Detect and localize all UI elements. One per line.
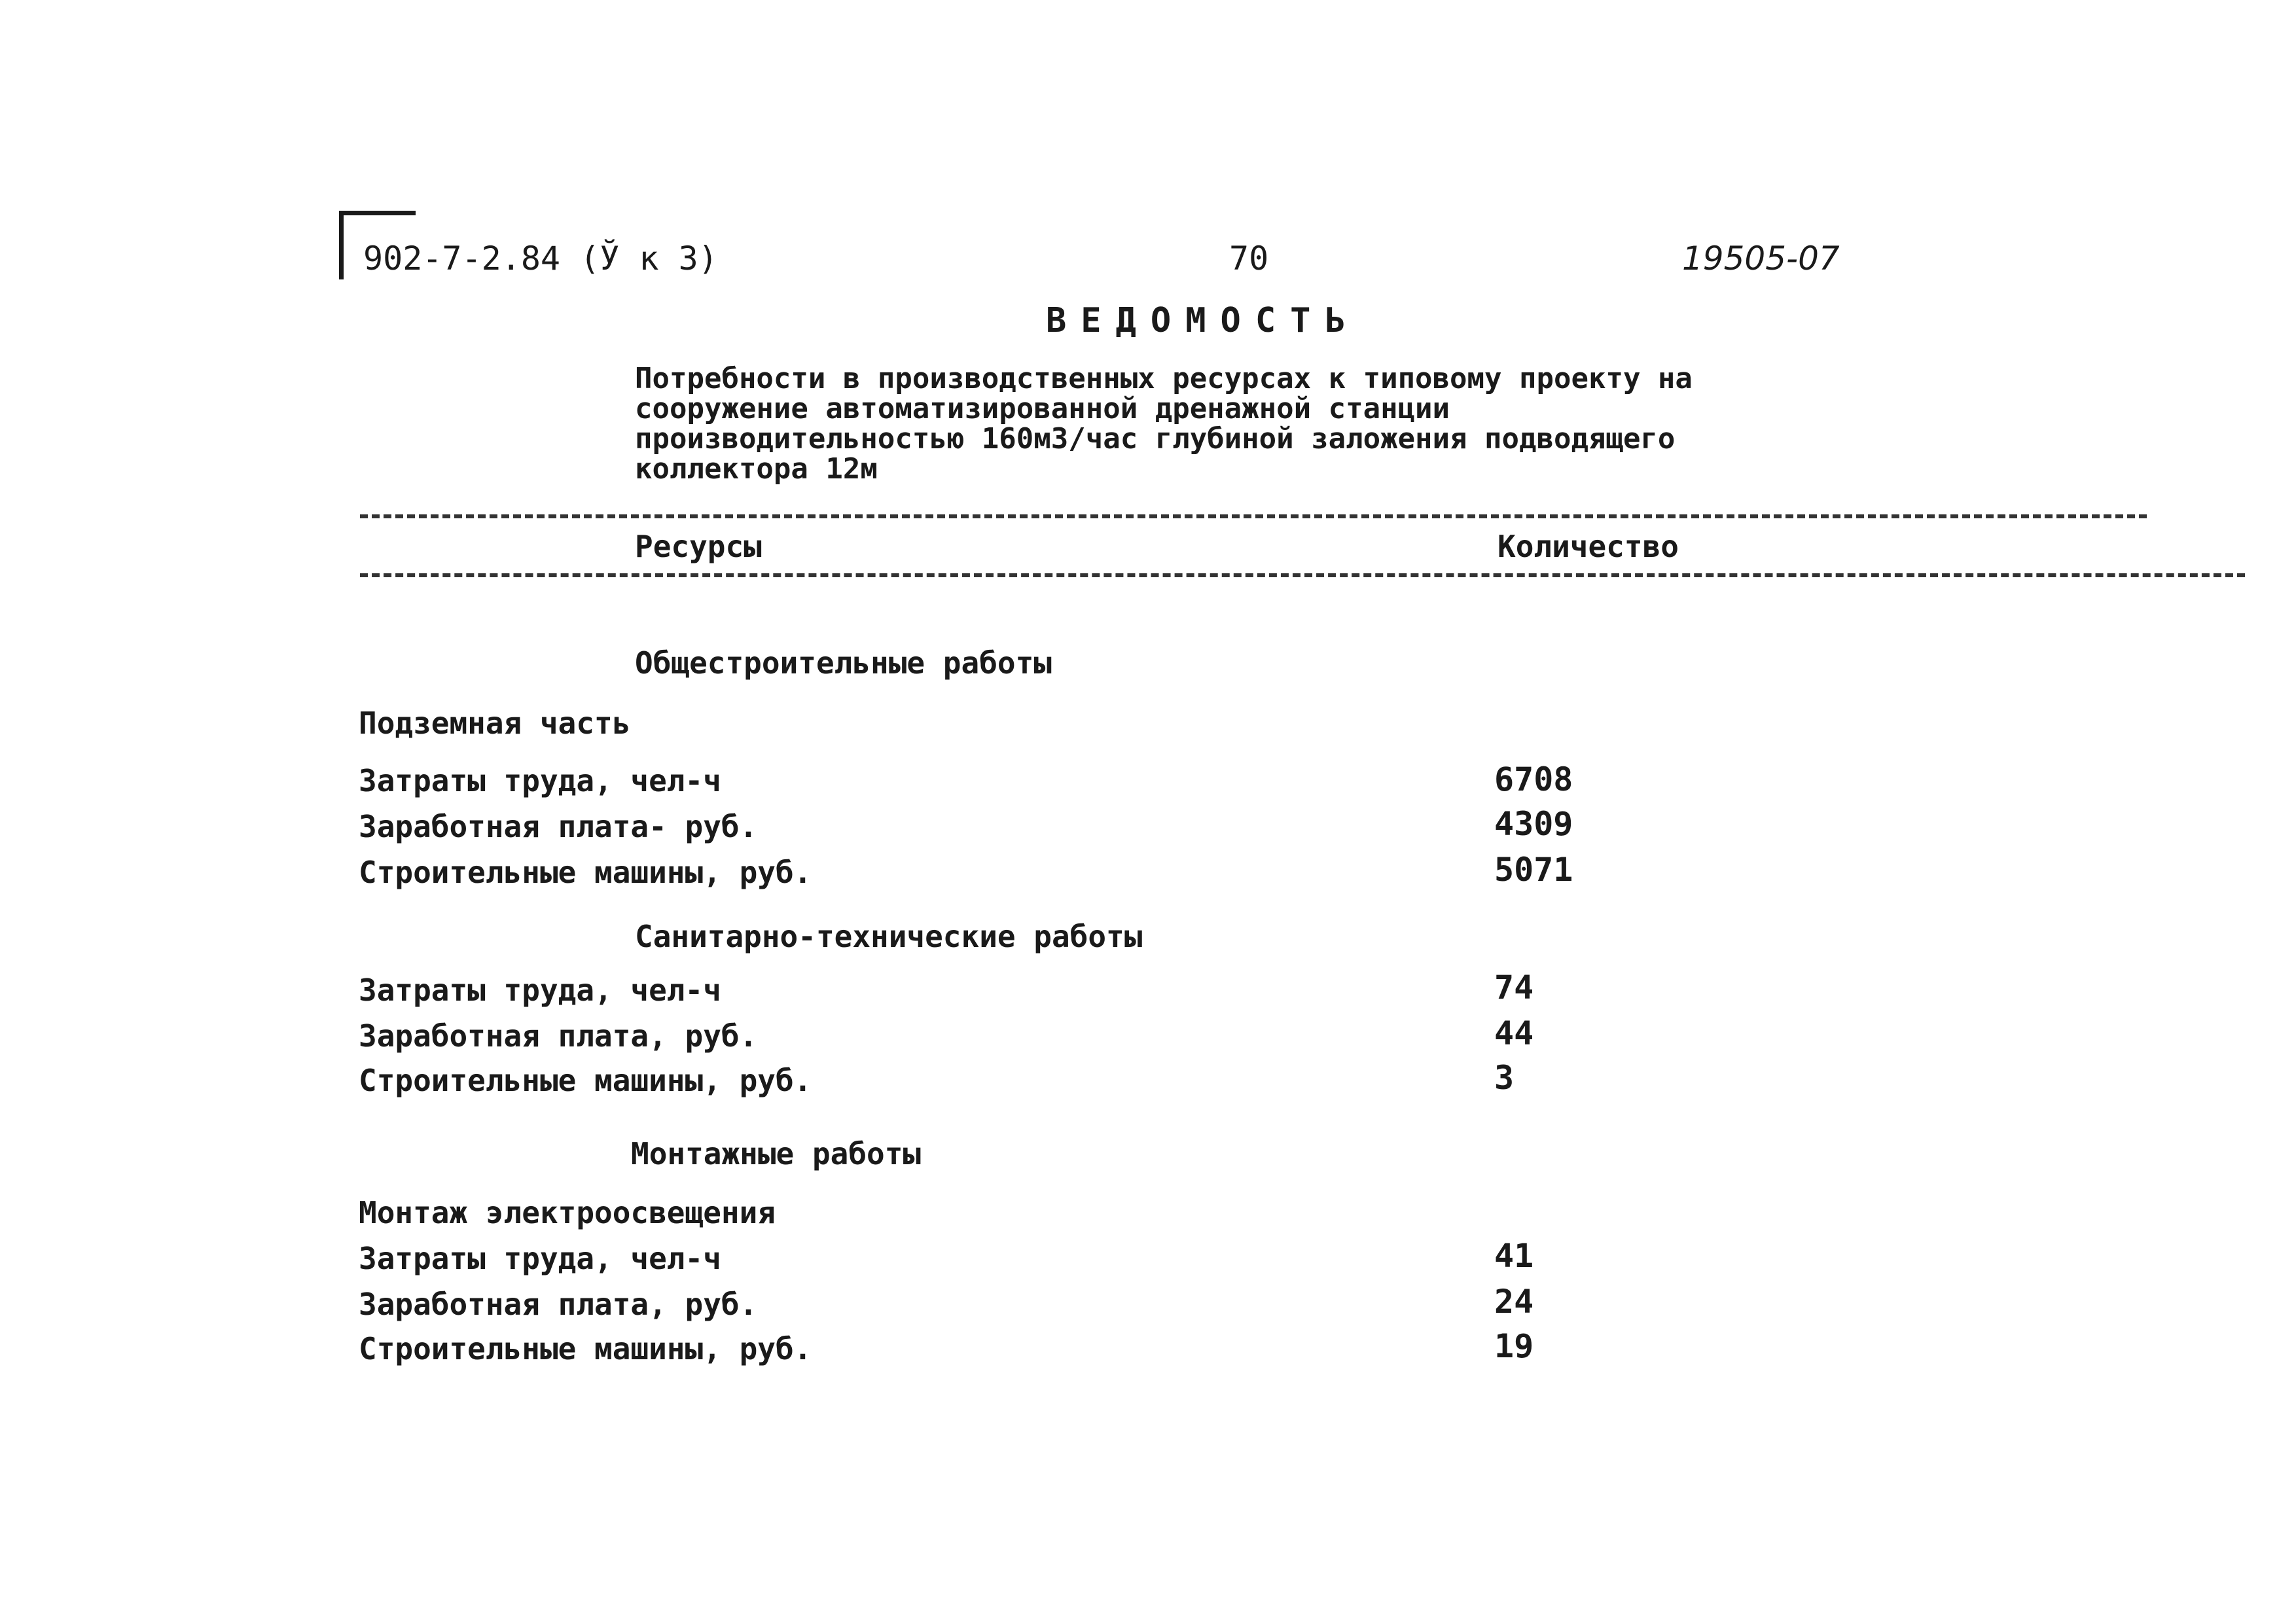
section-title-general-construction: Общестроительные работы [635,645,1052,681]
subtitle-line: производительностью 160м3/час глубиной заложения подводящего [635,422,1676,455]
row-value: 41 [1494,1237,1534,1275]
column-header-resources: Ресурсы [635,529,762,564]
row-value: 5071 [1494,851,1573,889]
subtitle-line: Потребности в производственных ресурсах к типовому проекту на [635,362,1693,395]
row-value: 19 [1494,1327,1534,1365]
table-header-rule [360,573,2245,577]
row-value: 6708 [1494,760,1573,798]
row-label: Строительные машины, руб. [359,1063,812,1098]
subsection-title-lighting: Монтаж электроосвещения [359,1195,776,1230]
document-subtitle [635,364,1693,484]
row-value: 74 [1494,969,1534,1007]
section-title-installation: Монтажные работы [631,1136,922,1171]
document-title: ВЕДОМОСТЬ [1046,301,1360,340]
row-label: Затраты труда, чел-ч [359,763,721,798]
section-title-sanitary: Санитарно-технические работы [635,919,1143,954]
subsection-title-underground: Подземная часть [359,705,631,741]
row-label: Заработная плата- руб. [359,809,758,844]
table-top-rule [360,514,2147,518]
row-value: 44 [1494,1014,1534,1052]
row-value: 24 [1494,1283,1534,1321]
column-header-quantity: Количество [1498,529,1679,564]
row-label: Строительные машины, руб. [359,855,812,890]
document-code: 902-7-2.84 (Ў к 3) [363,240,718,277]
row-label: Строительные машины, руб. [359,1331,812,1366]
subtitle-line: коллектора 12м [635,452,878,486]
row-label: Затраты труда, чел-ч [359,1241,721,1276]
row-label: Затраты труда, чел-ч [359,972,721,1008]
row-value: 3 [1494,1059,1515,1097]
subtitle-line: сооружение автоматизированной дренажной станции [635,392,1450,425]
document-id: 19505-07 [1682,240,1840,277]
page-number: 70 [1229,240,1269,277]
row-label: Заработная плата, руб. [359,1287,758,1322]
row-value: 4309 [1494,805,1573,843]
row-label: Заработная плата, руб. [359,1018,758,1054]
